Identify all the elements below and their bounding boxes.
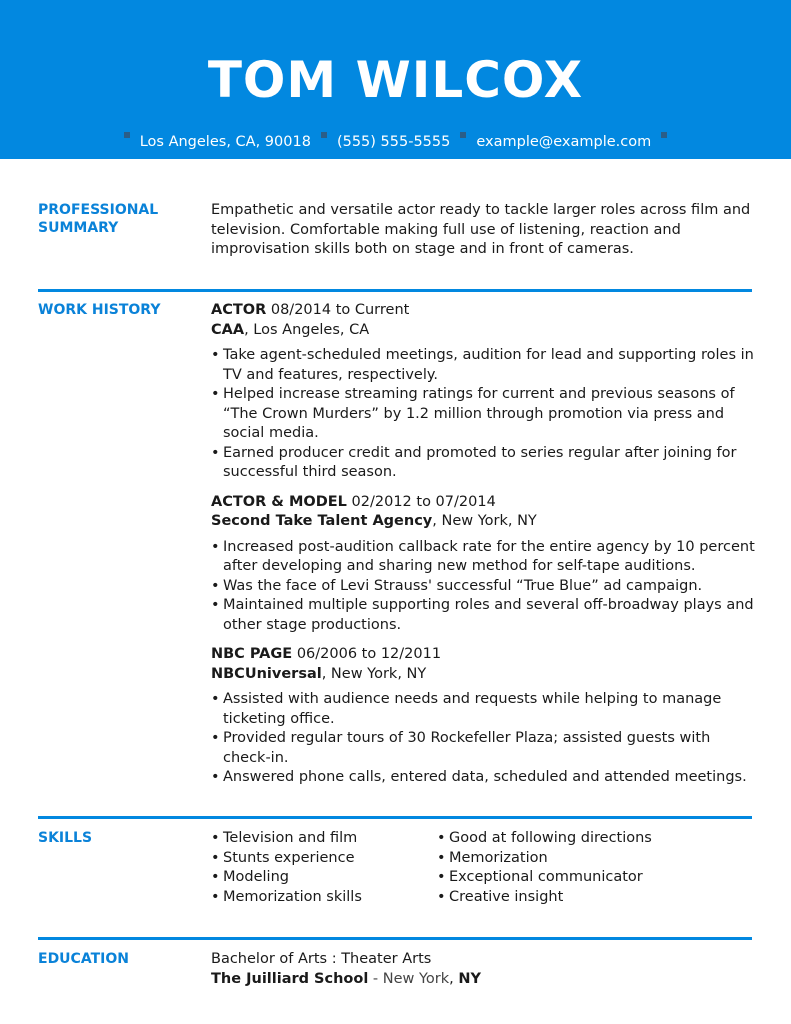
- education-entry: [211, 950, 756, 989]
- job-dates: 06/2006 to 12/2011: [296, 646, 442, 662]
- job-title: NBC PAGE: [211, 646, 293, 662]
- list-item: • Modeling: [211, 868, 437, 888]
- list-item: • Memorization skills: [211, 888, 437, 908]
- list-item: • Was the face of Levi Strauss' successful “True Blue” ad campaign.: [211, 577, 756, 597]
- skills-column-left: [211, 829, 437, 907]
- job-employer: [211, 512, 756, 532]
- list-item: • Creative insight: [437, 888, 663, 908]
- section-divider: [38, 937, 752, 940]
- company-name: NBCUniversal: [211, 665, 322, 682]
- skills-list: [211, 829, 756, 907]
- square-bullet-icon: [321, 132, 327, 138]
- degree: Bachelor of Arts : Theater Arts: [211, 951, 432, 967]
- work-history-list: [211, 301, 756, 798]
- section-label-skills: SKILLS: [38, 830, 93, 846]
- school-state: NY: [458, 970, 482, 987]
- list-item: • Stunts experience: [211, 849, 437, 869]
- section-label-summary: [38, 201, 198, 237]
- square-bullet-icon: [661, 132, 667, 138]
- company-location: , Los Angeles, CA: [244, 321, 370, 338]
- list-item: • Exceptional communicator: [437, 868, 663, 888]
- job-heading: [211, 493, 756, 513]
- company-location: , New York, NY: [321, 665, 427, 682]
- label-line: PROFESSIONAL: [38, 202, 159, 218]
- list-item: • Assisted with audience needs and requests while helping to manage ticketing office.: [211, 690, 756, 729]
- list-item: • Helped increase streaming ratings for current and previous seasons of “The Crown Murders” by 1.2 million through promotion via press and social media.: [211, 385, 756, 444]
- job-bullets: [211, 690, 756, 788]
- list-item: • Increased post-audition callback rate for the entire agency by 10 percent after developing and sharing new method for self-tape auditions.: [211, 538, 756, 577]
- list-item: • Provided regular tours of 30 Rockefeller Plaza; assisted guests with check-in.: [211, 729, 756, 768]
- job-bullets: [211, 538, 756, 636]
- square-bullet-icon: [460, 132, 466, 138]
- school-separator: -: [368, 970, 383, 987]
- list-item: • Memorization: [437, 849, 663, 869]
- company-location: , New York, NY: [432, 513, 537, 529]
- job-heading: [211, 301, 756, 321]
- header-banner: [0, 0, 791, 159]
- school-comma: ,: [449, 970, 459, 987]
- company-name: CAA: [211, 321, 245, 338]
- job-dates: 08/2014 to Current: [270, 302, 410, 318]
- contact-phone: (555) 555-5555: [336, 134, 451, 150]
- school-city: New York: [382, 970, 450, 987]
- list-item: • Maintained multiple supporting roles and several off-broadway plays and other stage productions.: [211, 596, 756, 635]
- job-employer: [211, 321, 756, 341]
- square-bullet-icon: [124, 132, 130, 138]
- job-dates: 02/2012 to 07/2014: [351, 493, 496, 510]
- section-divider: [38, 816, 752, 819]
- list-item: • Take agent-scheduled meetings, audition for lead and supporting roles in TV and features, respectively.: [211, 346, 756, 385]
- contact-email[interactable]: example@example.com: [476, 134, 652, 150]
- contact-location: Los Angeles, CA, 90018: [139, 134, 311, 150]
- list-item: • Earned producer credit and promoted to series regular after joining for successful third season.: [211, 444, 756, 483]
- school-name: The Juilliard School: [211, 970, 369, 987]
- list-item: • Television and film: [211, 829, 437, 849]
- company-name: Second Take Talent Agency: [211, 513, 433, 529]
- job-title: ACTOR: [211, 302, 267, 318]
- list-item: • Good at following directions: [437, 829, 663, 849]
- job-bullets: [211, 346, 756, 483]
- job-entry: [211, 493, 756, 636]
- school-line: [211, 970, 756, 990]
- contact-bar: [0, 132, 791, 152]
- label-line: SUMMARY: [38, 220, 119, 236]
- skills-column-right: [437, 829, 663, 907]
- summary-text: Empathetic and versatile actor ready to tackle larger roles across film and television. Comfortable making full use of listening, reaction and improvisation skills both on stage and in front of cameras.: [211, 202, 751, 257]
- candidate-name: TOM WILCOX: [207, 51, 584, 109]
- section-divider: [38, 289, 752, 292]
- job-entry: [211, 301, 756, 483]
- section-label-work-history: WORK HISTORY: [38, 302, 161, 318]
- list-item: • Answered phone calls, entered data, scheduled and attended meetings.: [211, 768, 756, 788]
- job-employer: [211, 665, 756, 685]
- section-label-education: EDUCATION: [38, 951, 129, 967]
- job-heading: [211, 645, 756, 665]
- job-title: ACTOR & MODEL: [211, 493, 347, 510]
- job-entry: [211, 645, 756, 788]
